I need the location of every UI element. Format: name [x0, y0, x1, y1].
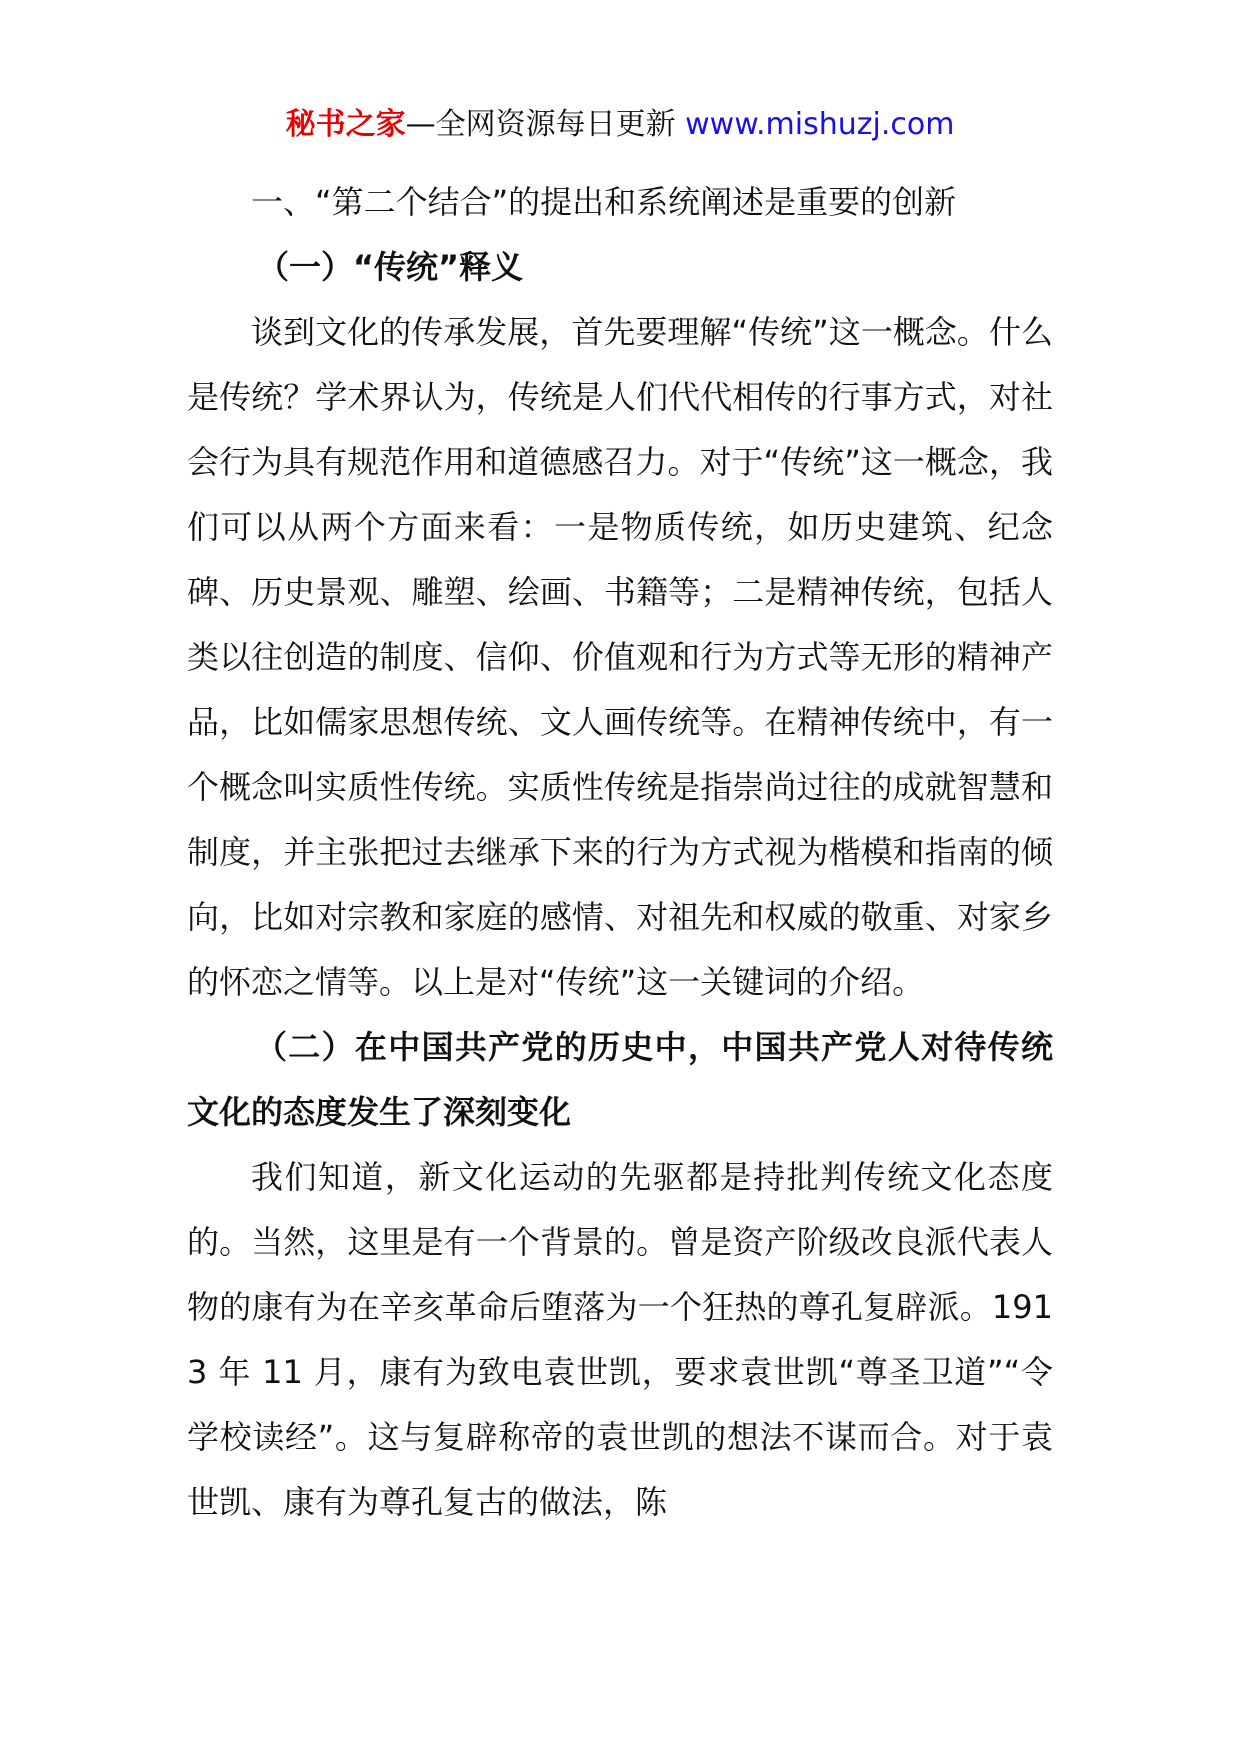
subsection-1-title: （一）“传统”释义 — [257, 248, 524, 286]
subsection-1-paragraph: 谈到文化的传承发展，首先要理解“传统”这一概念。什么是传统？学术界认为，传统是人们代代相传的行事方式，对社会行为具有规范作用和道德感召力。对于“传统”这一概念，我们可以从两个方面来看：一是物质传统，如历史建筑、纪念碑、历史景观、雕塑、绘画、书籍等；二是精神传统，包括人类以往创造的制度、信仰、价值观和行为方式等无形的精神产品，比如儒家思想传统、文人画传统等。在精神传统中，有一个概念叫实质性传统。实质性传统是指崇尚过往的成就智慧和制度，并主张把过去继承下来的行为方式视为楷模和指南的倾向，比如对宗教和家庭的感情、对祖先和权威的敬重、对家乡的怀恋之情等。以上是对“传统”这一关键词的介绍。 — [187, 313, 1053, 1001]
brand-name: 秘书之家 — [285, 107, 406, 142]
subsection-2-title: （二）在中国共产党的历史中，中国共产党人对待传统文化的态度发生了深刻变化 — [187, 1028, 1053, 1131]
watermark-header — [0, 103, 1240, 147]
document-body — [187, 170, 1053, 1535]
subsection-2-paragraph: 我们知道，新文化运动的先驱都是持批判传统文化态度的。当然，这里是有一个背景的。曾是资产阶级改良派代表人物的康有为在辛亥革命后堕落为一个狂热的尊孔复辟派。1913 年 11 月，康有为致电袁世凯，要求袁世凯“尊圣卫道”“令学校读经”。这与复辟称帝的袁世凯的想法不谋而合。对于袁世凯、康有为尊孔复古的做法，陈 — [187, 1158, 1053, 1521]
section-title: 一、“第二个结合”的提出和系统阐述是重要的创新 — [251, 183, 957, 221]
site-link[interactable]: www.mishuzj.com — [685, 107, 955, 142]
header-slogan: —全网资源每日更新 — [405, 107, 676, 142]
